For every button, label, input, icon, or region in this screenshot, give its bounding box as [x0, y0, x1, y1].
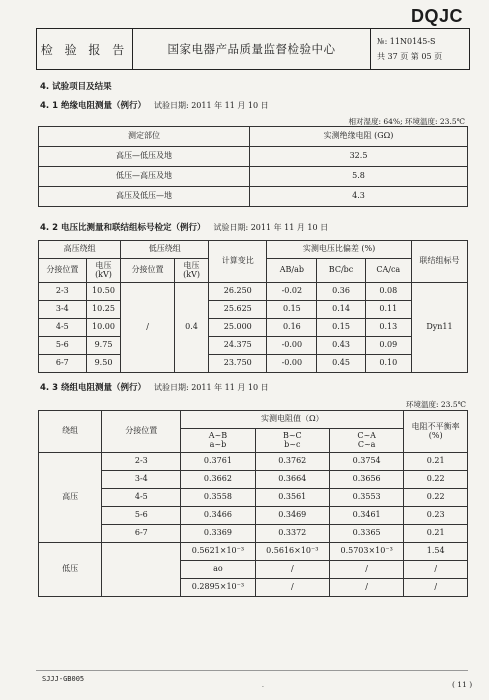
table-cell: 10.50 — [86, 283, 121, 301]
table-cell: 实测电压比偏差 (%) — [267, 241, 412, 259]
table-cell: 低压绕组 — [121, 241, 209, 259]
section-41-title: 4. 1 绝缘电阻测量（例行） 试验日期: 2011 年 11 月 10 日 — [40, 101, 269, 111]
table-cell: 6-7 — [102, 525, 181, 543]
table-cell: 高压绕组 — [39, 241, 121, 259]
table-cell: 10.25 — [86, 301, 121, 319]
table-cell: 电压 (kV) — [174, 259, 208, 283]
table-cell: 高压 — [39, 453, 102, 543]
table-row — [39, 301, 468, 319]
table-cell: 0.3469 — [255, 507, 329, 525]
table-cell: 0.45 — [317, 355, 365, 373]
report-header — [36, 28, 470, 70]
table-cell: 9.75 — [86, 337, 121, 355]
org-name: 国家电器产品质量监督检验中心 — [133, 29, 371, 69]
section-43-title: 4. 3 绕组电阻测量（例行） 试验日期: 2011 年 11 月 10 日 — [40, 383, 269, 393]
table-cell: 0.5703×10⁻³ — [329, 543, 403, 561]
section-41-date: 试验日期: 2011 年 11 月 10 日 — [153, 101, 269, 110]
table-cell: 0.3558 — [181, 489, 255, 507]
table-cell: 0.3754 — [329, 453, 403, 471]
table-cell: 电压 (kV) — [86, 259, 121, 283]
table-cell: 电阻不平衡率 (%) — [404, 411, 468, 453]
section-42-title: 4. 2 电压比测量和联结组标号检定（例行） 试验日期: 2011 年 11 月 10 日 — [40, 223, 329, 233]
table-cell: 23.750 — [209, 355, 267, 373]
table-cell: 分接位置 — [102, 411, 181, 453]
table-cell: BC/bc — [317, 259, 365, 283]
table-cell: 低压—高压及地 — [39, 167, 250, 187]
table-cell: 25.000 — [209, 319, 267, 337]
table-cell: 4-5 — [102, 489, 181, 507]
table-cell: 0.5616×10⁻³ — [255, 543, 329, 561]
table-cell: 0.21 — [404, 525, 468, 543]
logo-text: DQJC — [410, 6, 463, 26]
form-code: SJJJ-GB005 — [42, 675, 85, 683]
table-cell: 0.22 — [404, 489, 468, 507]
table-row — [39, 319, 468, 337]
table-cell: 0.3561 — [255, 489, 329, 507]
table-row — [39, 355, 468, 373]
table-cell: 0.10 — [365, 355, 411, 373]
table-cell: 高压—低压及地 — [39, 147, 250, 167]
table-cell: 0.23 — [404, 507, 468, 525]
table-cell: 6-7 — [39, 355, 87, 373]
table-cell: 0.2895×10⁻³ — [181, 579, 255, 597]
table-cell: / — [404, 561, 468, 579]
table-cell: 4-5 — [39, 319, 87, 337]
table-cell: 3-4 — [39, 301, 87, 319]
table-cell: 2-3 — [102, 453, 181, 471]
table-cell: 0.3656 — [329, 471, 403, 489]
table-row — [39, 283, 468, 301]
table-cell: 0.3662 — [181, 471, 255, 489]
footer-divider — [36, 670, 468, 671]
table-cell: CA/ca — [365, 259, 411, 283]
header-cell: 测定部位 — [39, 127, 250, 147]
ratio-table — [38, 240, 468, 373]
report-number-block — [371, 29, 469, 69]
resistance-table — [38, 410, 468, 597]
table-cell: A~B a~b — [181, 429, 255, 453]
table-cell: 26.250 — [209, 283, 267, 301]
section-4-title: 4. 试验项目及结果 — [40, 82, 112, 92]
table-cell: 分接位置 — [39, 259, 87, 283]
table-cell — [102, 543, 181, 597]
table-cell: / — [121, 283, 175, 373]
section-42-date: 试验日期: 2011 年 11 月 10 日 — [213, 223, 329, 232]
table-cell: C~A C~a — [329, 429, 403, 453]
footer-dot: · — [262, 684, 264, 691]
table-cell: 0.3461 — [329, 507, 403, 525]
table-cell: 0.36 — [317, 283, 365, 301]
table-cell: 0.3762 — [255, 453, 329, 471]
section-43-date: 试验日期: 2011 年 11 月 10 日 — [153, 383, 269, 392]
table-cell: 0.3372 — [255, 525, 329, 543]
table-cell: 实测电阻值（Ω） — [181, 411, 404, 429]
table-row — [39, 543, 468, 561]
header-cell: 实测绝缘电阻 (GΩ) — [250, 127, 468, 147]
table-cell: AB/ab — [267, 259, 317, 283]
table-cell: 0.4 — [174, 283, 208, 373]
table-cell: -0.00 — [267, 355, 317, 373]
table-cell: 3-4 — [102, 471, 181, 489]
table-row — [39, 453, 468, 471]
table-cell: 高压及低压—地 — [39, 187, 250, 207]
table-cell: 5.8 — [250, 167, 468, 187]
table-cell: 0.11 — [365, 301, 411, 319]
table-cell: / — [329, 561, 403, 579]
table-cell: 9.50 — [86, 355, 121, 373]
table-cell: 0.21 — [404, 453, 468, 471]
insulation-table — [38, 126, 468, 207]
table-cell: 5-6 — [39, 337, 87, 355]
page-number: ( 11 ) — [452, 680, 473, 689]
table-cell: B~C b~c — [255, 429, 329, 453]
table-cell: 0.5621×10⁻³ — [181, 543, 255, 561]
table-cell: 低压 — [39, 543, 102, 597]
table-cell: 计算变比 — [209, 241, 267, 283]
table-cell: -0.00 — [267, 337, 317, 355]
table-cell: / — [404, 579, 468, 597]
table-cell: / — [255, 561, 329, 579]
table-cell: ao — [181, 561, 255, 579]
table-row — [39, 525, 468, 543]
table-cell: / — [255, 579, 329, 597]
table-row — [39, 187, 468, 207]
table-cell: 联结组标号 — [411, 241, 467, 283]
table-cell: 0.15 — [317, 319, 365, 337]
table-cell: 25.625 — [209, 301, 267, 319]
table-cell: 0.22 — [404, 471, 468, 489]
table-cell: 绕组 — [39, 411, 102, 453]
table-cell: -0.02 — [267, 283, 317, 301]
table-cell: 0.3466 — [181, 507, 255, 525]
table-cell: 2-3 — [39, 283, 87, 301]
table-cell: 0.3664 — [255, 471, 329, 489]
table-cell: 5-6 — [102, 507, 181, 525]
table-row — [39, 471, 468, 489]
table-cell: 分接位置 — [121, 259, 175, 283]
page-count: 共 37 页 第 05 页 — [377, 52, 443, 61]
report-number: №: 11N0145-S — [377, 37, 436, 46]
table-cell: 24.375 — [209, 337, 267, 355]
table-cell: 0.14 — [317, 301, 365, 319]
table-cell: 4.3 — [250, 187, 468, 207]
table-cell: 0.3369 — [181, 525, 255, 543]
table-cell: 0.09 — [365, 337, 411, 355]
table-cell: 0.3365 — [329, 525, 403, 543]
table-row — [39, 167, 468, 187]
table-cell: 0.3761 — [181, 453, 255, 471]
table-cell: / — [329, 579, 403, 597]
table-row — [39, 507, 468, 525]
table-cell: 1.54 — [404, 543, 468, 561]
table-cell: 0.08 — [365, 283, 411, 301]
table-row — [39, 337, 468, 355]
table-cell: 0.3553 — [329, 489, 403, 507]
table-cell: 0.13 — [365, 319, 411, 337]
table-cell: 0.16 — [267, 319, 317, 337]
table-cell: Dyn11 — [411, 283, 467, 373]
table-cell: 10.00 — [86, 319, 121, 337]
table-row — [39, 147, 468, 167]
table-cell: 0.15 — [267, 301, 317, 319]
section-41-env: 相对湿度: 64%; 环境温度: 23.5℃ — [348, 117, 465, 126]
report-label: 检 验 报 告 — [37, 29, 133, 69]
table-cell: 32.5 — [250, 147, 468, 167]
section-43-env: 环境温度: 23.5℃ — [406, 400, 466, 409]
table-cell: 0.43 — [317, 337, 365, 355]
table-row — [39, 489, 468, 507]
